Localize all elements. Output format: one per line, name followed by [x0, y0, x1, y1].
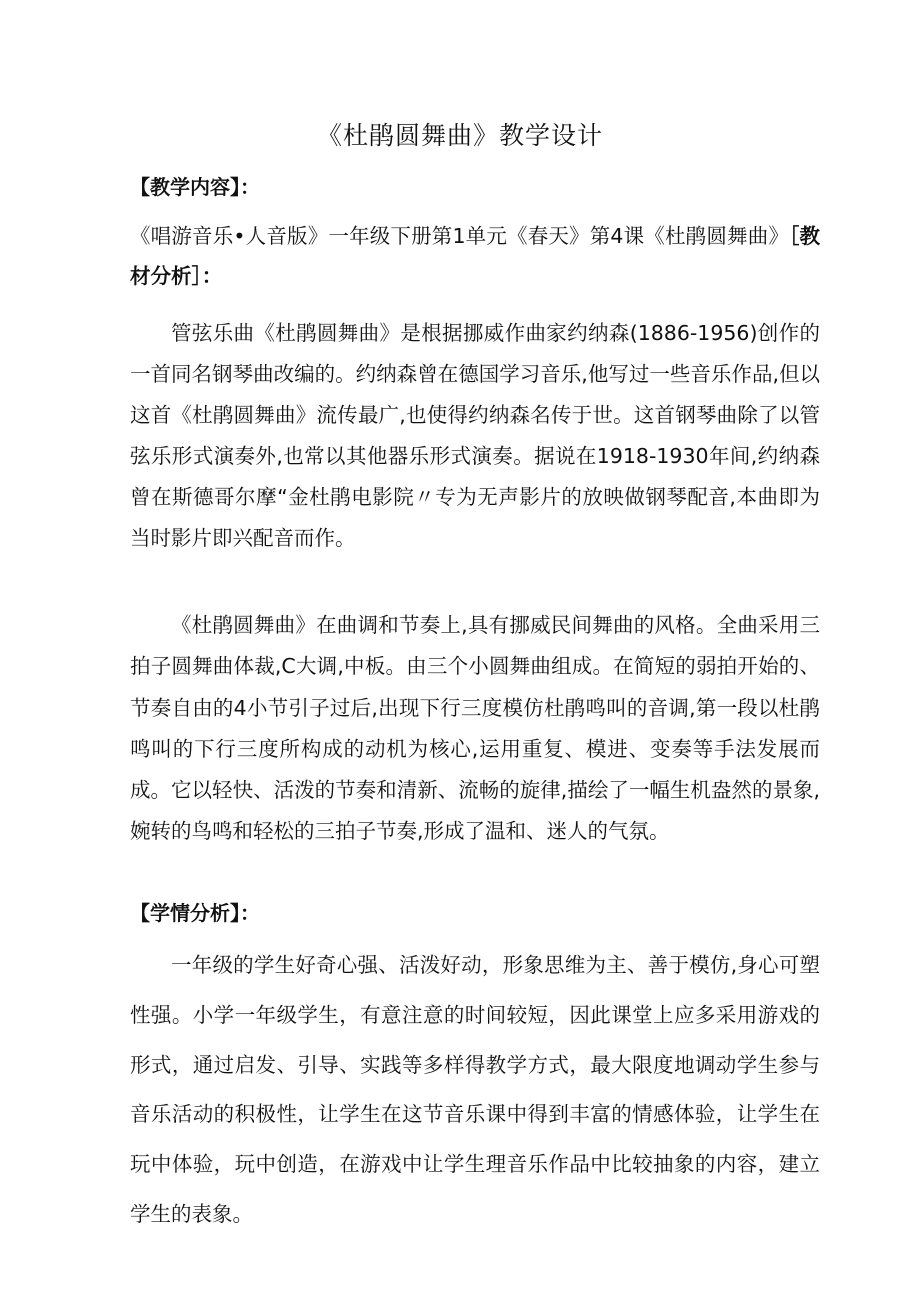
document-title: 《杜鹃圆舞曲》教学设计 — [316, 121, 603, 150]
section-heading-material-analysis: ［教材分析］： — [130, 224, 820, 288]
course-reference: 《唱游音乐•人音版》一年级下册第1单元《春天》第4课《杜鹃圆舞曲》 — [130, 224, 790, 248]
teaching-content-text — [130, 216, 820, 296]
section-heading-student-analysis: 【学情分析】： — [130, 901, 260, 925]
section-heading-teaching-content: 【教学内容】： — [130, 175, 260, 199]
material-analysis-paragraph-1: 管弦乐曲《杜鹃圆舞曲》是根据挪威作曲家约纳森(1886-1956)创作的一首同名钢琴曲改编的。约纳森曾在德国学习音乐,他写过一些音乐作品,但以这首《杜鹃圆舞曲》流传最广,也使得约纳森名传于世。这首钢琴曲除了以管弦乐形式演奏外,也常以其他器乐形式演奏。据说在1918-1930年间,约纳森曾在斯德哥尔摩“金杜鹃电影院〃专为无声影片的放映做钢琴配音,本曲即为当时影片即兴配音而作。 — [130, 321, 820, 550]
student-analysis-paragraph: 一年级的学生好奇心强、活泼好动，形象思维为主、善于模仿,身心可塑性强。小学一年级学生，有意注意的时间较短，因此课堂上应多采用游戏的形式，通过启发、引导、实践等多样得教学方式，最大限度地调动学生参与音乐活动的积极性，让学生在这节音乐课中得到丰富的情感体验，让学生在玩中体验，玩中创造，在游戏中让学生理音乐作品中比较抽象的内容，建立学生的表象。 — [130, 953, 820, 1226]
material-analysis-paragraph-2: 《杜鹃圆舞曲》在曲调和节奏上,具有挪威民间舞曲的风格。全曲采用三拍子圆舞曲体裁,C大调,中板。由三个小圆舞曲组成。在简短的弱拍开始的、节奏自由的4小节引子过后,出现下行三度模仿杜鹃鸣叫的音调,第一段以杜鹃鸣叫的下行三度所构成的动机为核心,运用重复、模进、变奏等手法发展而成。它以轻快、活泼的节奏和清新、流畅的旋律,描绘了一幅生机盎然的景象,婉转的鸟鸣和轻松的三拍子节奏,形成了温和、迷人的气氛。 — [130, 613, 820, 844]
